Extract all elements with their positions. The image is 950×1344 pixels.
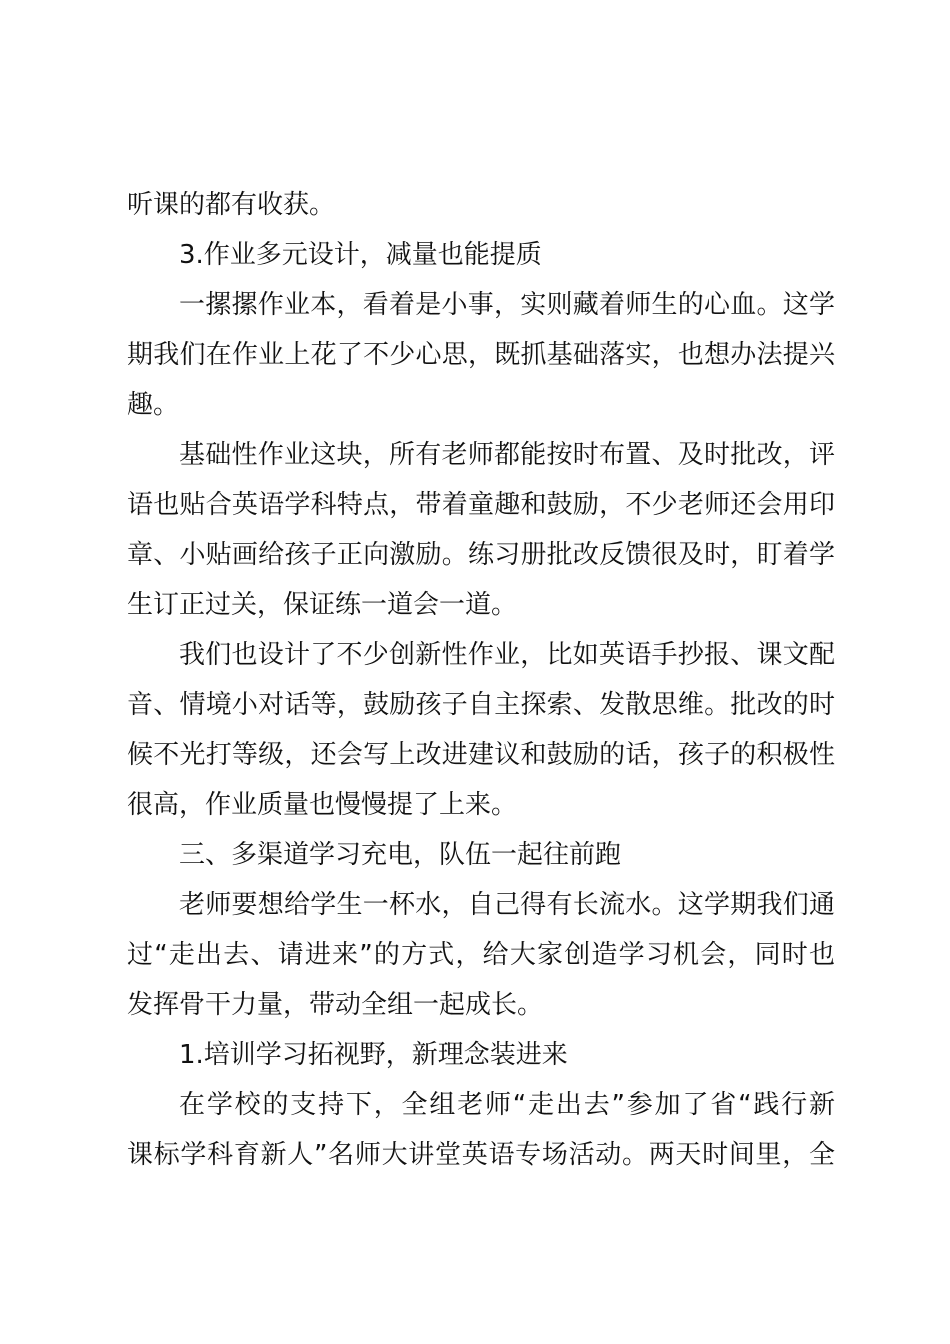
text-line-9: 生订正过关，保证练一道会一道。 xyxy=(127,590,518,620)
text-line-11: 音、情境小对话等，鼓励孩子自主探索、发散思维。批改的时 xyxy=(127,690,835,720)
text-line-13: 很高，作业质量也慢慢提了上来。 xyxy=(127,790,518,820)
text-line-6: 基础性作业这块，所有老师都能按时布置、及时批改，评 xyxy=(179,440,835,470)
text-line-4: 期我们在作业上花了不少心思，既抓基础落实，也想办法提兴 xyxy=(127,340,835,370)
section-heading-learning: 三、多渠道学习充电，队伍一起往前跑 xyxy=(179,840,622,870)
text-line-16: 过“走出去、请进来”的方式，给大家创造学习机会，同时也 xyxy=(127,940,835,970)
text-line-8: 章、小贴画给孩子正向激励。练习册批改反馈很及时，盯着学 xyxy=(127,540,835,570)
text-line-19: 在学校的支持下，全组老师“走出去”参加了省“践行新 xyxy=(179,1090,835,1120)
text-line-3: 一摞摞作业本，看着是小事，实则藏着师生的心血。这学 xyxy=(179,290,835,320)
section-heading-training: 1.培训学习拓视野，新理念装进来 xyxy=(179,1040,568,1070)
document-body xyxy=(127,180,835,1180)
section-heading-homework: 3.作业多元设计，减量也能提质 xyxy=(179,240,542,270)
text-line-20: 课标学科育新人”名师大讲堂英语专场活动。两天时间里，全 xyxy=(127,1140,835,1170)
text-line-7: 语也贴合英语学科特点，带着童趣和鼓励，不少老师还会用印 xyxy=(127,490,835,520)
text-line-5: 趣。 xyxy=(127,390,180,420)
text-line-10: 我们也设计了不少创新性作业，比如英语手抄报、课文配 xyxy=(179,640,835,670)
text-line-12: 候不光打等级，还会写上改进建议和鼓励的话，孩子的积极性 xyxy=(127,740,835,770)
text-line-1: 听课的都有收获。 xyxy=(127,190,336,220)
text-line-15: 老师要想给学生一杯水，自己得有长流水。这学期我们通 xyxy=(179,890,835,920)
text-line-17: 发挥骨干力量，带动全组一起成长。 xyxy=(127,990,544,1020)
